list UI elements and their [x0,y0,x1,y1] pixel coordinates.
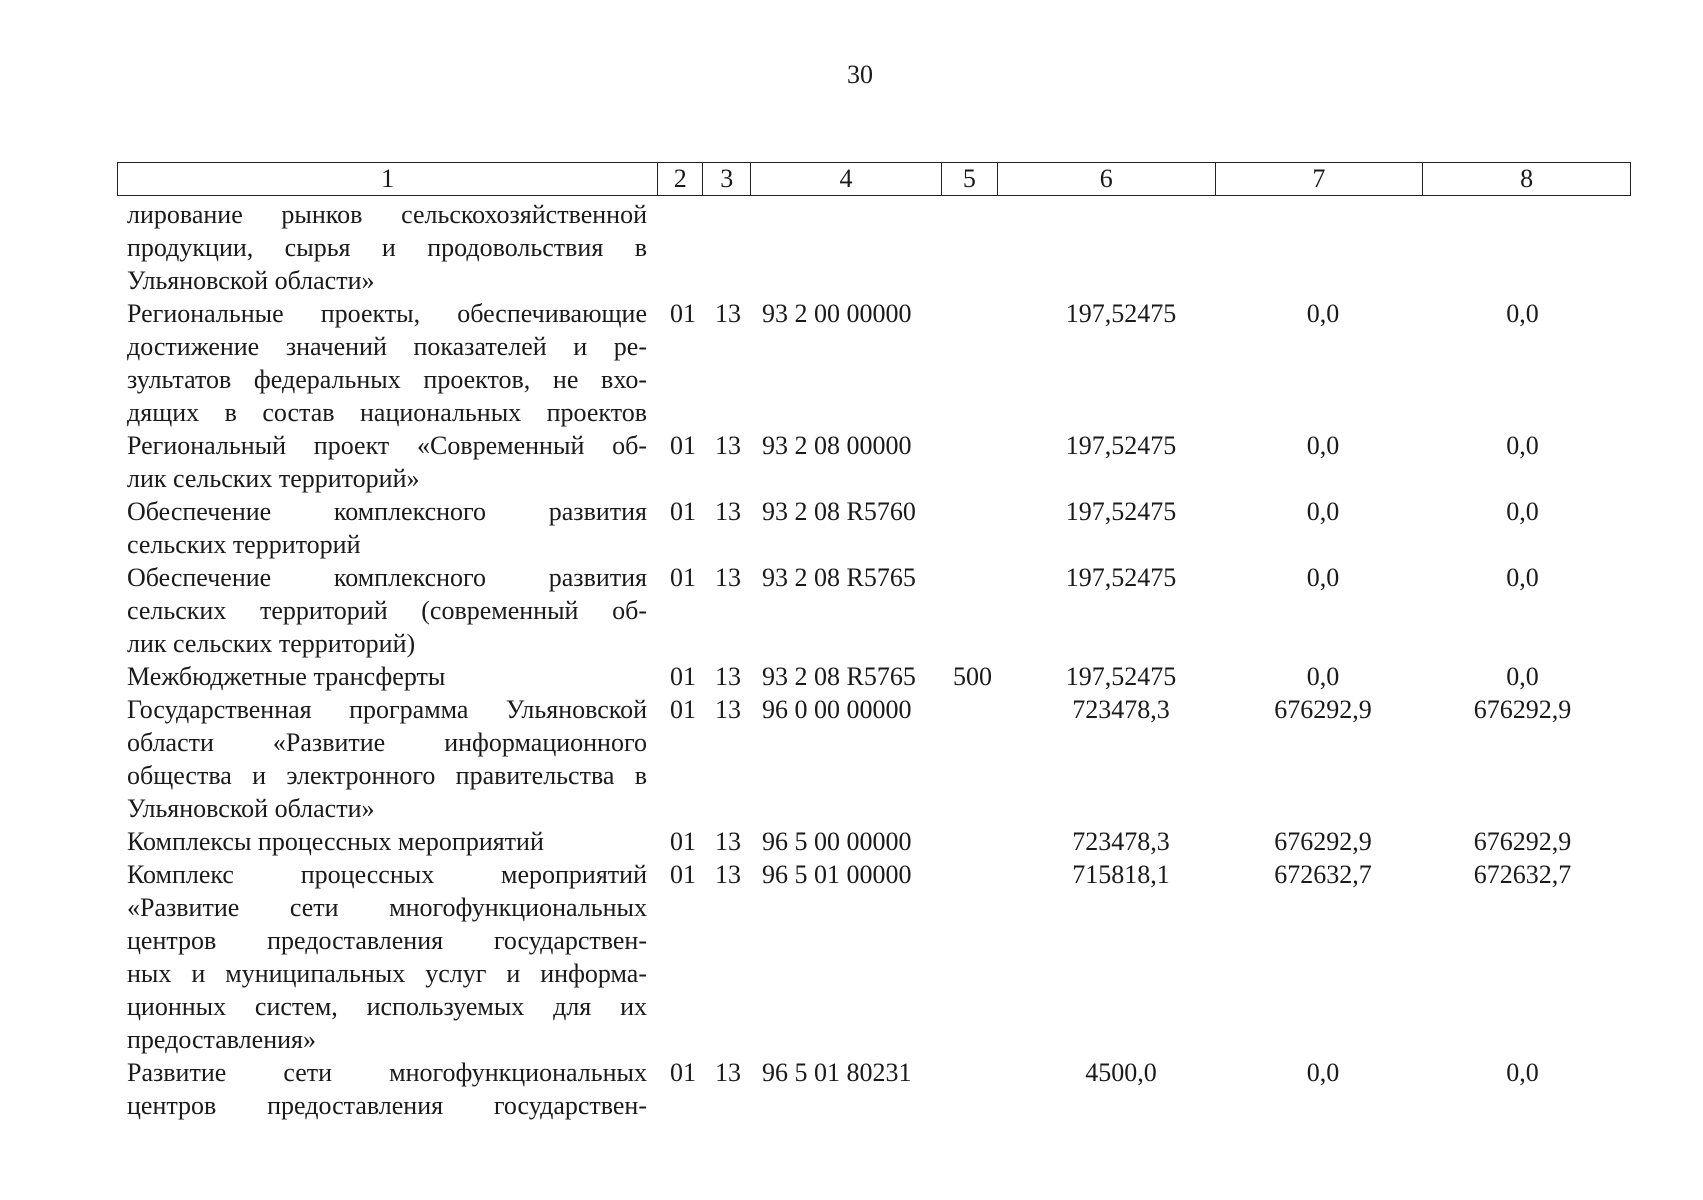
cell-c7: 0,0 [1306,563,1340,592]
table-row [0,858,1703,1056]
cell-c2: 01 [670,695,696,724]
row-name-line: Обеспечение комплексного развития [127,563,647,592]
header-col-6: 6 [998,163,1216,195]
cell-c7: 0,0 [1306,1058,1340,1087]
cell-c3: 13 [715,497,741,526]
cell-c6: 197,52475 [1065,563,1177,592]
cell-c4: 96 5 00 00000 [762,827,912,856]
table-row [0,297,1703,429]
cell-c4: 93 2 08 R5765 [762,563,916,592]
cell-c6: 723478,3 [1072,827,1170,856]
row-name-line: «Развитие сети многофункциональных [127,893,647,922]
cell-c2: 01 [670,1058,696,1087]
cell-c7: 676292,9 [1274,695,1372,724]
row-name-line: ционных систем, используемых для их [127,992,647,1021]
header-col-1: 1 [118,163,658,195]
row-name [127,858,647,1056]
cell-c4: 93 2 08 R5760 [762,497,916,526]
table-row [0,561,1703,660]
cell-c4: 96 0 00 00000 [762,695,912,724]
cell-c3: 13 [715,860,741,889]
cell-c8: 0,0 [1506,497,1539,526]
header-col-5: 5 [942,163,998,195]
cell-c2: 01 [670,497,696,526]
cell-c8: 0,0 [1506,662,1539,691]
cell-c8: 672632,7 [1473,860,1572,889]
cell-c3: 13 [715,662,741,691]
cell-c8: 676292,9 [1473,695,1572,724]
cell-c5: 500 [953,662,992,691]
cell-c3: 13 [715,299,741,328]
row-name-line: Региональные проекты, обеспечивающие [127,299,647,328]
row-name-line: лик сельских территорий» [127,464,420,493]
row-name [127,429,647,495]
row-name-line: предоставления» [127,1025,316,1054]
cell-c2: 01 [670,299,696,328]
cell-c4: 93 2 08 R5765 [762,662,916,691]
table-row [0,198,1703,297]
table-body [0,198,1703,1122]
cell-c2: 01 [670,662,696,691]
row-name [127,1056,647,1122]
row-name-line: сельских территорий (современный об- [127,596,647,625]
page-number: 30 [847,60,873,89]
row-name [127,693,647,825]
cell-c4: 93 2 08 00000 [762,431,912,460]
cell-c6: 197,52475 [1065,497,1177,526]
cell-c3: 13 [715,431,741,460]
cell-c6: 4500,0 [1085,1058,1157,1087]
table-row [0,825,1703,858]
row-name-line: Развитие сети многофункциональных [127,1058,647,1087]
row-name-line: центров предоставления государствен- [127,926,647,955]
table-row [0,1056,1703,1122]
cell-c6: 197,52475 [1065,662,1177,691]
cell-c2: 01 [670,563,696,592]
row-name-line: дящих в состав национальных проектов [127,398,647,427]
row-name [127,660,647,693]
row-name-line: сельских территорий [127,530,361,559]
cell-c4: 96 5 01 80231 [762,1058,912,1087]
cell-c7: 0,0 [1306,431,1340,460]
row-name-line: Межбюджетные трансферты [127,662,446,691]
row-name-line: ных и муниципальных услуг и информа- [127,959,647,988]
row-name [127,297,647,429]
cell-c7: 0,0 [1306,497,1340,526]
row-name-line: Ульяновской области» [127,794,375,823]
cell-c2: 01 [670,860,696,889]
table-header [117,162,1631,196]
cell-c2: 01 [670,431,696,460]
header-col-2: 2 [658,163,703,195]
cell-c8: 0,0 [1506,563,1539,592]
cell-c6: 715818,1 [1072,860,1170,889]
table-row [0,693,1703,825]
header-col-7: 7 [1216,163,1424,195]
cell-c8: 0,0 [1506,1058,1539,1087]
cell-c7: 0,0 [1306,299,1340,328]
row-name-line: Региональный проект «Современный об- [127,431,647,460]
cell-c3: 13 [715,827,741,856]
header-col-3: 3 [703,163,751,195]
row-name [127,495,647,561]
row-name-line: Ульяновской области» [127,266,375,295]
row-name-line: Комплекс процессных мероприятий [127,860,647,889]
row-name-line: достижение значений показателей и ре- [127,332,647,361]
row-name-line: лик сельских территорий) [127,629,416,658]
row-name-line: зультатов федеральных проектов, не вхо- [127,365,647,394]
cell-c6: 197,52475 [1065,431,1177,460]
table-row [0,429,1703,495]
row-name-line: Комплексы процессных мероприятий [127,827,544,856]
row-name-line: общества и электронного правительства в [127,761,647,790]
row-name-line: продукции, сырья и продовольствия в [127,233,647,262]
row-name [127,825,647,858]
row-name [127,561,647,660]
cell-c4: 96 5 01 00000 [762,860,912,889]
row-name-line: лирование рынков сельскохозяйственной [127,200,647,229]
cell-c3: 13 [715,695,741,724]
header-col-4: 4 [751,163,942,195]
cell-c7: 672632,7 [1274,860,1372,889]
cell-c2: 01 [670,827,696,856]
cell-c8: 0,0 [1506,299,1539,328]
cell-c3: 13 [715,563,741,592]
row-name [127,198,647,297]
table-row [0,660,1703,693]
cell-c4: 93 2 00 00000 [762,299,912,328]
cell-c7: 676292,9 [1274,827,1372,856]
table-row [0,495,1703,561]
cell-c6: 197,52475 [1065,299,1177,328]
cell-c7: 0,0 [1306,662,1340,691]
cell-c8: 676292,9 [1473,827,1572,856]
row-name-line: Государственная программа Ульяновской [127,695,647,724]
header-col-8: 8 [1520,164,1534,193]
cell-c3: 13 [715,1058,741,1087]
cell-c8: 0,0 [1506,431,1539,460]
cell-c6: 723478,3 [1072,695,1170,724]
row-name-line: области «Развитие информационного [127,728,647,757]
row-name-line: Обеспечение комплексного развития [127,497,647,526]
row-name-line: центров предоставления государствен- [127,1091,647,1120]
